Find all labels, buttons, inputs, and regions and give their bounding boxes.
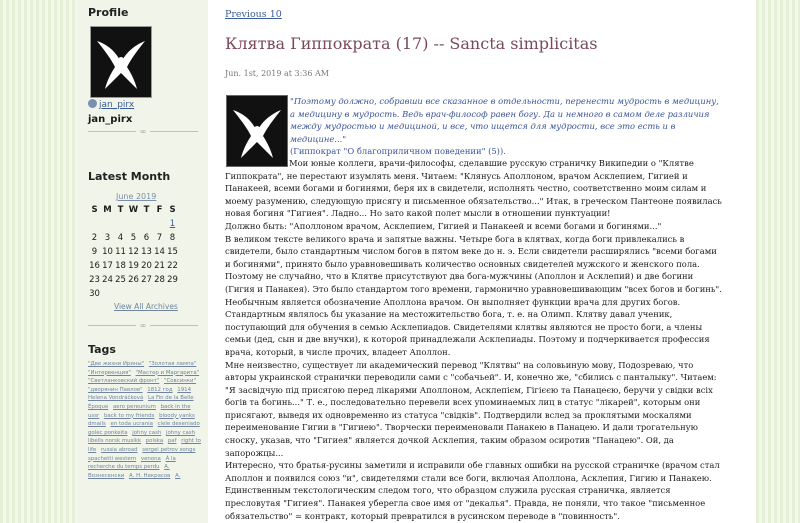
tag-link[interactable]: "дворянин Павлов"	[88, 386, 143, 393]
calendar-day: 26	[128, 275, 139, 285]
sidebar	[78, 0, 209, 523]
calendar-grid	[88, 204, 179, 301]
calendar-day: 20	[141, 261, 152, 271]
calendar-day	[101, 288, 114, 301]
calendar-weekday: M	[103, 205, 112, 215]
main-content	[208, 0, 756, 523]
post-title: Клятва Гиппократа (17) -- Sancta simplicitas	[225, 34, 598, 53]
calendar-day: 23	[89, 275, 100, 285]
calendar-day: 28	[154, 275, 165, 285]
tag-link[interactable]: polska	[145, 438, 164, 445]
calendar-day: 21	[154, 261, 165, 271]
tag-link[interactable]: "Золотая лампа"	[148, 361, 197, 367]
user-name: jan_pirx	[88, 114, 133, 125]
tag-link[interactable]: bloody yanks	[159, 412, 195, 419]
tag-link[interactable]: La Fin de la Belle Époque	[88, 395, 194, 410]
calendar-day	[127, 218, 140, 231]
tag-link[interactable]: venona	[140, 455, 161, 462]
calendar-day: 25	[115, 275, 126, 285]
calendar-day: 11	[115, 247, 126, 257]
calendar-weekday: S	[91, 205, 98, 215]
tag-link[interactable]: en toda ucrania	[110, 421, 153, 428]
calendar-day	[140, 218, 153, 231]
calendar-day: 4	[117, 233, 124, 243]
calendar-day: 7	[156, 233, 163, 243]
calendar-day	[88, 218, 101, 231]
calendar-day	[166, 288, 179, 301]
calendar-day	[153, 218, 166, 231]
user-link-text: jan_pirx	[99, 100, 135, 110]
calendar-weekday: T	[117, 205, 124, 215]
calendar-day	[127, 288, 140, 301]
calendar-day: 24	[102, 275, 113, 285]
calendar-day-link[interactable]: 1	[169, 219, 176, 229]
calendar-day: 22	[167, 261, 178, 271]
quote-text: "Поэтому должно, собравши все сказанное в отдельности, перенести мудрость в медицину, а медицину в мудрость. Ведь врач-философ равен богу. Да и немного в самом деле различия между мудростью и медициной, и все, что ищется для мудрости, все это есть и в медицине..."	[290, 96, 719, 144]
calendar-day	[114, 218, 127, 231]
tag-link[interactable]: 1914	[177, 386, 191, 393]
calendar-day: 8	[169, 233, 176, 243]
tag-link[interactable]: back to my friends	[103, 412, 155, 419]
user-icon	[88, 99, 97, 108]
tag-link[interactable]: "Две жизни Ирины"	[88, 361, 145, 367]
calendar-day: 13	[141, 247, 152, 257]
tag-cloud	[88, 360, 204, 480]
tag-link[interactable]: aero pereunium	[113, 403, 156, 410]
tags-title: Tags	[88, 343, 116, 356]
tag-link[interactable]: libells norsk musikk	[88, 438, 142, 445]
tag-link[interactable]: johny cash	[132, 429, 162, 436]
user-link[interactable]	[88, 99, 134, 110]
tag-link[interactable]: À la recherche du temps perdu	[88, 455, 176, 471]
tag-link[interactable]: "Интервенция"	[88, 369, 131, 376]
tag-link[interactable]: spachetti western	[88, 455, 137, 462]
tag-link[interactable]: ciele deseniado	[157, 421, 200, 428]
tag-link[interactable]: А. Вознесенски	[88, 464, 170, 479]
tag-link[interactable]: paf	[167, 438, 177, 445]
calendar-day: 12	[128, 247, 139, 257]
tag-link[interactable]: "Совсинки"	[164, 378, 196, 385]
tag-link[interactable]: sergei petrov songs	[142, 446, 196, 453]
profile-title: Profile	[88, 6, 129, 19]
tag-link[interactable]: johny cash	[165, 429, 196, 436]
tag-link[interactable]: А.	[175, 472, 181, 479]
calendar-day: 6	[143, 233, 150, 243]
calendar-day: 2	[91, 233, 98, 243]
previous-10-link[interactable]: Previous 10	[225, 9, 282, 20]
tag-link[interactable]: russia abroad	[100, 446, 138, 453]
calendar-day	[140, 288, 153, 301]
view-all-archives-link[interactable]: View All Archives	[114, 302, 178, 311]
tag-link[interactable]: back in the ussr	[88, 403, 191, 419]
calendar-day: 29	[167, 275, 178, 285]
calendar-day	[114, 288, 127, 301]
calendar-month-link[interactable]: June 2019	[116, 192, 157, 201]
calendar-day: 5	[130, 233, 137, 243]
tag-link[interactable]: 1812 год	[147, 386, 173, 393]
avatar[interactable]	[90, 26, 152, 98]
calendar-weekday: W	[128, 205, 139, 215]
eagle-icon	[227, 96, 287, 166]
calendar-day: 3	[104, 233, 111, 243]
eagle-icon	[91, 27, 151, 97]
tag-link[interactable]: "Мастер и Маргарита"	[135, 369, 200, 376]
tag-link[interactable]: А. Н. Некрасов	[128, 472, 171, 479]
epigraph-quote	[290, 95, 720, 158]
calendar-weekday: T	[143, 205, 150, 215]
calendar-day: 10	[102, 247, 113, 257]
calendar-day: 9	[91, 247, 98, 257]
divider: ∞	[88, 128, 198, 135]
calendar-day: 27	[141, 275, 152, 285]
tag-link[interactable]: dmails	[88, 421, 106, 428]
quote-source: (Гиппократ "О благоприличном поведении" (5)).	[290, 146, 506, 157]
calendar-day	[153, 288, 166, 301]
tag-link[interactable]: Helena Vondráčková	[88, 395, 144, 402]
calendar-day: 16	[89, 261, 100, 271]
tag-link[interactable]: right to life	[88, 438, 201, 453]
calendar-weekday: F	[156, 205, 163, 215]
tag-link[interactable]: "Светланковский фронт"	[88, 378, 160, 385]
calendar-day: 17	[102, 261, 113, 271]
latest-month-title: Latest Month	[88, 170, 171, 183]
divider: ∞	[88, 322, 198, 329]
right-stripe-background	[756, 0, 800, 523]
post-date: Jun. 1st, 2019 at 3:36 AM	[225, 69, 329, 78]
calendar-day: 19	[128, 261, 139, 271]
calendar-day: 18	[115, 261, 126, 271]
post-body	[225, 157, 725, 522]
tag-link[interactable]: golec ponkeita	[88, 429, 128, 436]
calendar-weekday: S	[169, 205, 176, 215]
calendar-day	[101, 218, 114, 231]
post-body-text: Мои юные коллеги, врачи-философы, сделавшие русскую страничку Википедии о "Клятве Гиппократа", не перестают изумлять меня. Читаем: "Клянусь Аполлоном, врачом Асклепием, Гигией и Панакеей, всеми богами и богинями, беря их в свидетели, исполнять честно, соответственно моим силам и моему разумению, следующую присягу и письменное обязательство..." Итак, в греческом Пантеоне появилась новая богиня "Гигиея". Ладно... Но зато какой полет мысли в отношении пунктуации! Должно быть: "Аполлоном врачом, Асклепием, Гигией и Панакеей и всеми богами и богинями..." В великом тексте великого врача и запятые важны. Четыре бога в клятвах, когда боги привлекались в свидетели, было стандартным числом богов в пятом веке до н. э. Если свидетели расширялись "всеми богами и богинями", принято было уравновешивать количество основных свидетелей мужского и женского пола. Поэтому не случайно, что в Клятве присутствуют два бога-мужчины (Аполлон и Асклепий) и две богини (Гигия и Панакея). Это было стандартом того времени, гармонично уравновешивающим "всех богов и богинь". Необычным является обозначение Аполлона врачом. Он выполняет функции врача для других богов. Стандартным являлось бы указание на местожительство бога, т. е. на Олимп. Клятву давал ученик, поступающий для обучения в семью Асклепиадов. Свидетелями клятвы являются не просто боги, а члены семьи (дед, сын и две внучки), к которой принадлежали Асклепиады. Поэтому и подчеркивается профессия врача, который, в числе прочих, владеет Аполлон. Мне неизвестно, существует ли академический перевод "Клятвы" на соловьиную мову, Подозреваю, что авторы украинской странички переводили сами с "собачьей". И, конечно же, "сбились с панталыку". Читаем: "Я засвідчую під присягою перед лікарями Аполлоном, Асклепієм, Гігієєю та Панацеєю, беручи у свідки всіх богів та богинь..." Т. е., последовательно перевели всех упоминаемых лиц в статус "лікарей", которым они присягают, выведя их одновременно из статуса "свідків". Подтвердили вслед за проклятыми москалями переименование Гигии в "Гигиею". Творчески переименовали Панакею в Панацею. И дали трогательную сноску, указав, что "Гигиея" является дочкой Асклепия, таким образом осиротив "Панацею". Ой, да запорожцы... Интересно, что братья-русины заметили и исправили обе главных ошибки на русской страничке (врачом стал Аполлон и появился союз "и", свидетелями стали все боги, включая Аполлона, Асклепия, Гигию и Панакею. Единственным текстологическим следом того, что образцом служила русская страничка, является пресловутая "Гигиея". Панакея уберегла свое имя от "декалья". Правда, не поняли, что такое "письменное обязательство" = контракт, который превратился в русинском переводе в "повинность".	[225, 158, 722, 521]
left-stripe-background	[0, 0, 78, 523]
calendar-day: 14	[154, 247, 165, 257]
calendar-day: 15	[167, 247, 178, 257]
calendar-day: 30	[89, 289, 100, 299]
